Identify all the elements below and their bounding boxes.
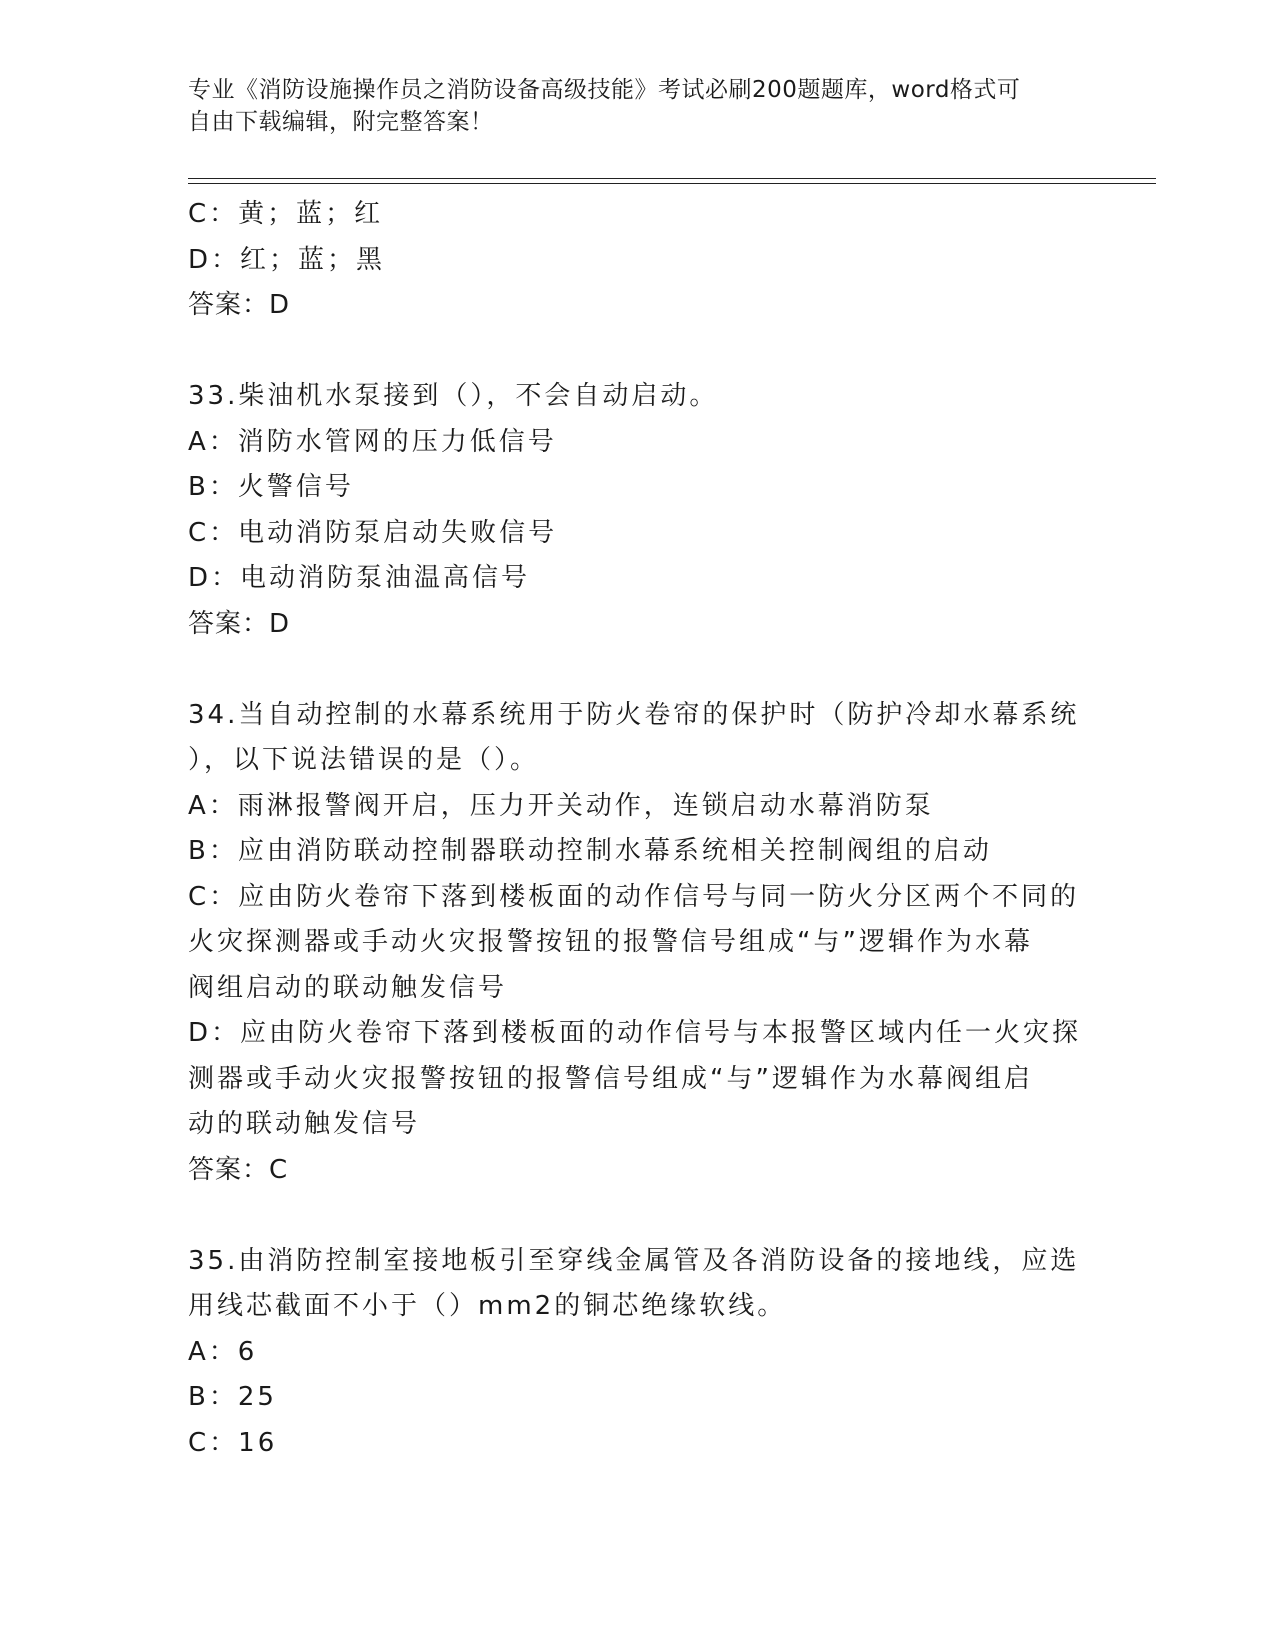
option-c: C：黄；蓝；红 — [188, 199, 384, 229]
question-35 — [188, 1239, 1088, 1467]
option-b: B：火警信号 — [188, 472, 354, 502]
question-stem-line-1: 35.由消防控制室接地板引至穿线金属管及各消防设备的接地线，应选 — [188, 1245, 1080, 1276]
option-a: A：雨淋报警阀开启，压力开关动作，连锁启动水幕消防泵 — [188, 790, 934, 821]
question-stem-line-2: ），以下说法错误的是（）。 — [188, 745, 540, 775]
header-divider-top — [188, 178, 1156, 179]
option-b: B：应由消防联动控制器联动控制水幕系统相关控制阀组的启动 — [188, 836, 992, 866]
answer-line: 答案：D — [188, 290, 291, 320]
question-list — [188, 192, 1088, 1466]
option-a: A：消防水管网的压力低信号 — [188, 426, 557, 457]
spacer — [188, 329, 1088, 375]
option-c: C：16 — [188, 1427, 278, 1458]
option-c-line-3: 阀组启动的联动触发信号 — [188, 972, 508, 1003]
spacer — [188, 647, 1088, 693]
option-d-line-1: D：应由防火卷帘下落到楼板面的动作信号与本报警区域内任一火灾探 — [188, 1018, 1082, 1048]
option-d-line-2: 测器或手动火灾报警按钮的报警信号组成“与”逻辑作为水幕阀组启 — [188, 1063, 1033, 1094]
header-divider-bottom — [188, 183, 1156, 184]
answer-line: 答案：C — [188, 1154, 289, 1185]
question-33 — [188, 374, 1088, 647]
option-b: B：25 — [188, 1382, 277, 1412]
header-line-1: 专业《消防设施操作员之消防设备高级技能》考试必刷200题题库，word格式可 — [188, 77, 1021, 103]
question-stem-line-2: 用线芯截面不小于（）mm2的铜芯绝缘软线。 — [188, 1291, 787, 1321]
document-header — [188, 74, 1068, 138]
option-a: A：6 — [188, 1336, 258, 1367]
question-32-tail — [188, 192, 1088, 329]
option-c: C：电动消防泵启动失败信号 — [188, 517, 558, 548]
option-d-line-3: 动的联动触发信号 — [188, 1109, 421, 1139]
option-c-line-2: 火灾探测器或手动火灾报警按钮的报警信号组成“与”逻辑作为水幕 — [188, 927, 1033, 957]
option-d: D：电动消防泵油温高信号 — [188, 563, 531, 593]
option-d: D：红；蓝；黑 — [188, 244, 386, 275]
answer-line: 答案：D — [188, 608, 291, 639]
header-line-2: 自由下载编辑，附完整答案！ — [188, 109, 494, 135]
question-34 — [188, 693, 1088, 1194]
spacer — [188, 1193, 1088, 1239]
question-stem: 33.柴油机水泵接到（），不会自动启动。 — [188, 381, 719, 411]
option-c-line-1: C：应由防火卷帘下落到楼板面的动作信号与同一防火分区两个不同的 — [188, 881, 1080, 912]
question-stem-line-1: 34.当自动控制的水幕系统用于防火卷帘的保护时（防护冷却水幕系统 — [188, 699, 1080, 730]
